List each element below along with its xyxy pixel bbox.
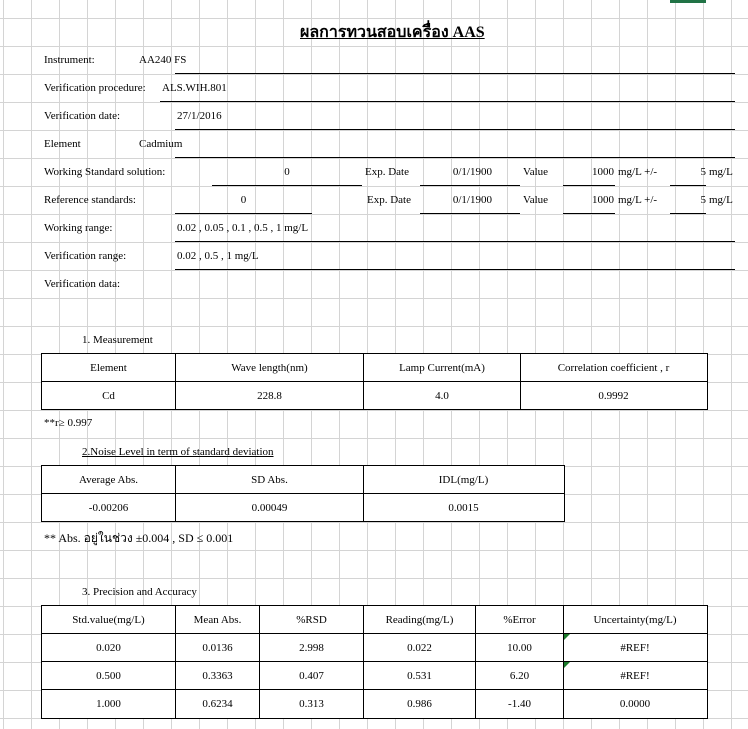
precision-cell[interactable]: #REF! xyxy=(620,642,650,654)
precision-cell[interactable]: 0.313 xyxy=(299,698,324,710)
measurement-row-divider xyxy=(41,381,707,382)
precision-header: %Error xyxy=(503,614,536,626)
rs-tol-unit: mg/L xyxy=(709,194,733,206)
rs-label: Reference standards: xyxy=(44,194,136,206)
ws-label: Working Standard solution: xyxy=(44,166,166,178)
noise-heading: 2.Noise Level in term of standard deviation xyxy=(82,446,274,458)
rs-value-underline xyxy=(175,213,312,214)
measurement-header: Wave length(nm) xyxy=(231,362,308,374)
precision-cell[interactable]: 0.3363 xyxy=(202,670,233,682)
instrument-value[interactable]: AA240 FS xyxy=(139,54,187,66)
error-indicator-icon xyxy=(564,662,570,668)
noise-note: ** Abs. อยู่ในช่วง ±0.004 , SD ≤ 0.001 xyxy=(44,531,234,545)
working-range-underline xyxy=(175,241,735,242)
error-indicator-icon xyxy=(564,634,570,640)
element-label: Element xyxy=(44,138,81,150)
ws-unit: mg/L +/- xyxy=(618,166,658,178)
precision-cell[interactable]: #REF! xyxy=(620,670,650,682)
precision-heading: 3. Precision and Accuracy xyxy=(82,586,197,598)
date-value[interactable]: 27/1/2016 xyxy=(177,110,222,122)
noise-header: SD Abs. xyxy=(251,474,288,486)
rs-tol-underline xyxy=(670,213,706,214)
precision-cell[interactable]: 6.20 xyxy=(509,670,530,682)
precision-header: Std.value(mg/L) xyxy=(72,614,145,626)
rs-tol[interactable]: 5 xyxy=(700,194,706,206)
verification-data-label: Verification data: xyxy=(44,278,121,290)
rs-exp-label: Exp. Date xyxy=(367,194,411,206)
ws-exp-underline xyxy=(420,185,520,186)
precision-row-divider xyxy=(41,633,707,634)
precision-row-divider xyxy=(41,689,707,690)
precision-cell[interactable]: 2.998 xyxy=(299,642,324,654)
procedure-underline xyxy=(160,101,735,102)
rs-conc[interactable]: 1000 xyxy=(592,194,614,206)
measurement-heading: 1. Measurement xyxy=(82,334,153,346)
noise-header: Average Abs. xyxy=(78,474,139,486)
precision-cell[interactable]: 10.00 xyxy=(507,642,532,654)
selected-cell-indicator xyxy=(670,0,706,3)
element-underline xyxy=(175,157,735,158)
noise-header: IDL(mg/L) xyxy=(438,474,489,486)
precision-cell[interactable]: 0.500 xyxy=(96,670,121,682)
procedure-value[interactable]: ALS.WIH.801 xyxy=(162,82,227,94)
precision-row-divider xyxy=(41,661,707,662)
precision-cell[interactable]: 0.022 xyxy=(407,642,432,654)
measurement-cell[interactable]: Cd xyxy=(102,390,115,402)
noise-cell[interactable]: 0.0015 xyxy=(448,502,479,514)
precision-cell[interactable]: 0.531 xyxy=(407,670,432,682)
working-range-label: Working range: xyxy=(44,222,113,234)
noise-cell[interactable]: -0.00206 xyxy=(88,502,129,514)
verification-range-underline xyxy=(175,269,735,270)
precision-header: Mean Abs. xyxy=(193,614,242,626)
noise-cell[interactable]: 0.00049 xyxy=(251,502,288,514)
ws-conc-underline xyxy=(563,185,615,186)
precision-cell[interactable]: 0.6234 xyxy=(202,698,233,710)
ws-conc[interactable]: 1000 xyxy=(592,166,614,178)
noise-row-divider xyxy=(41,493,564,494)
precision-header: Reading(mg/L) xyxy=(385,614,454,626)
precision-cell[interactable]: -1.40 xyxy=(508,698,531,710)
verification-range-value[interactable]: 0.02 , 0.5 , 1 mg/L xyxy=(177,250,259,262)
precision-cell[interactable]: 0.986 xyxy=(407,698,432,710)
precision-cell[interactable]: 0.020 xyxy=(96,642,121,654)
ws-tol-underline xyxy=(670,185,706,186)
precision-cell[interactable]: 0.0136 xyxy=(202,642,233,654)
ws-exp-label: Exp. Date xyxy=(365,166,409,178)
rs-value-label: Value xyxy=(523,194,549,206)
sheet-title: ผลการทวนสอบเครื่อง AAS xyxy=(300,24,485,41)
date-label: Verification date: xyxy=(44,110,121,122)
measurement-header: Lamp Current(mA) xyxy=(399,362,485,374)
ws-exp-value[interactable]: 0/1/1900 xyxy=(452,166,492,178)
measurement-note: **r≥ 0.997 xyxy=(44,417,93,429)
rs-conc-underline xyxy=(563,213,615,214)
precision-header: %RSD xyxy=(296,614,327,626)
ws-value-label: Value xyxy=(523,166,549,178)
ws-tol[interactable]: 5 xyxy=(700,166,706,178)
instrument-underline xyxy=(175,73,735,74)
verification-range-label: Verification range: xyxy=(44,250,127,262)
precision-cell[interactable]: 0.0000 xyxy=(619,698,651,710)
ws-value-underline xyxy=(212,185,362,186)
ws-value[interactable]: 0 xyxy=(284,166,290,178)
rs-exp-underline xyxy=(420,213,520,214)
procedure-label: Verification procedure: xyxy=(44,82,146,94)
working-range-value[interactable]: 0.02 , 0.05 , 0.1 , 0.5 , 1 mg/L xyxy=(177,222,309,234)
precision-cell[interactable]: 0.407 xyxy=(299,670,324,682)
rs-exp-value[interactable]: 0/1/1900 xyxy=(452,194,492,206)
precision-header: Uncertainty(mg/L) xyxy=(593,614,677,626)
ws-tol-unit: mg/L xyxy=(709,166,733,178)
measurement-cell[interactable]: 0.9992 xyxy=(598,390,629,402)
element-value[interactable]: Cadmium xyxy=(139,138,183,150)
instrument-label: Instrument: xyxy=(44,54,95,66)
measurement-cell[interactable]: 4.0 xyxy=(435,390,449,402)
date-underline xyxy=(175,129,735,130)
measurement-header: Correlation coefficient , r xyxy=(557,362,670,374)
rs-unit: mg/L +/- xyxy=(618,194,658,206)
measurement-header: Element xyxy=(90,362,127,374)
measurement-cell[interactable]: 228.8 xyxy=(257,390,282,402)
rs-value[interactable]: 0 xyxy=(240,194,247,206)
precision-cell[interactable]: 1.000 xyxy=(96,698,121,710)
